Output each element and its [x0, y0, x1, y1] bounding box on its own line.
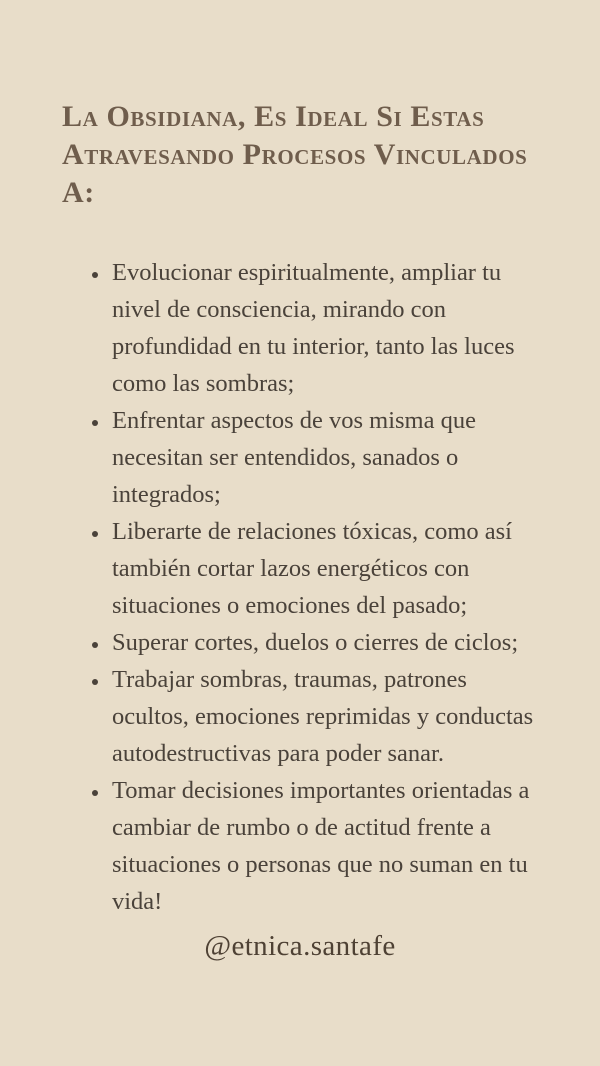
list-item: • Liberarte de relaciones tóxicas, como así también cortar lazos energéticos con situaciones o emociones del pasado; [110, 513, 546, 624]
list-item: • Trabajar sombras, traumas, patrones ocultos, emociones reprimidas y conductas autodestructivas para poder sanar. [110, 661, 546, 772]
page-title: La Obsidiana, Es Ideal Si Estas Atravesando Procesos Vinculados A: [62, 100, 528, 209]
list-item: • Enfrentar aspectos de vos misma que necesitan ser entendidos, sanados o integrados; [110, 402, 546, 513]
list-item: • Tomar decisiones importantes orientadas a cambiar de rumbo o de actitud frente a situaciones o personas que no suman en tu vida! [110, 772, 546, 920]
list-item: • Evolucionar espiritualmente, ampliar tu nivel de consciencia, mirando con profundidad en tu interior, tanto las luces como las sombras; [110, 254, 546, 402]
list-item: • Superar cortes, duelos o cierres de ciclos; [110, 624, 546, 661]
social-handle: @etnica.santafe [204, 930, 396, 962]
benefits-list [0, 254, 600, 920]
